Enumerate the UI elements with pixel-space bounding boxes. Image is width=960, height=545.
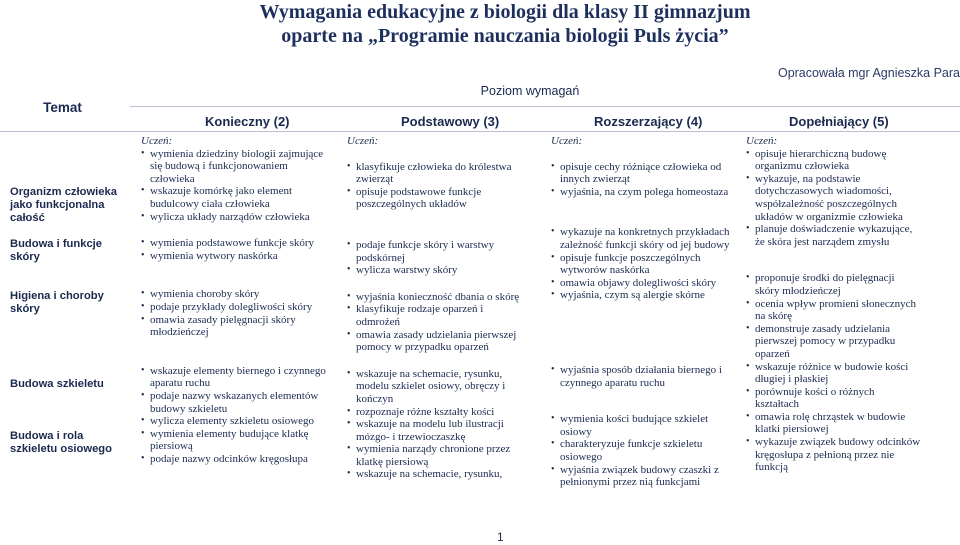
level-header-5: Dopełniający (5) — [789, 114, 889, 129]
list-item: • wskazuje różnice w budowie kości długiej i płaskiej — [746, 361, 921, 386]
list-item: • wykazuje związek budowy odcinków kręgosłupa z pełnioną przez nie funkcją — [746, 436, 921, 474]
col-rozszerzajacy — [551, 135, 731, 489]
list-item: • wymienia dziedziny biologii zajmujące się budową i funkcjonowaniem człowieka — [141, 148, 326, 186]
list-item: • ocenia wpływ promieni słonecznych na skórę — [746, 298, 921, 323]
list-item: • omawia zasady pielęgnacji skóry młodzieńczej — [141, 314, 326, 339]
list-item: • wyjaśnia sposób działania biernego i czynnego aparatu ruchu — [551, 364, 731, 389]
col-konieczny — [141, 135, 326, 465]
list-item: • opisuje podstawowe funkcje poszczególnych układów — [347, 186, 527, 211]
req-list-szkielet — [141, 365, 326, 415]
list-item: • proponuje środki do pielęgnacji skóry młodzieńczej — [746, 272, 921, 297]
req-list-skora — [347, 239, 527, 277]
list-item: • wylicza układy narządów człowieka — [141, 211, 326, 224]
topic-szkielet-osiowy: Budowa i rola szkieletu osiowego — [10, 430, 112, 455]
uczen-label: Uczeń: — [746, 135, 778, 147]
req-list-szkielet — [746, 361, 921, 411]
col-podstawowy — [347, 135, 527, 481]
document-title — [0, 0, 960, 48]
list-item: • wymienia narządy chronione przez klatkę piersiową — [347, 443, 527, 468]
req-list-higiena — [141, 288, 326, 338]
poziom-header: Poziom wymagań — [480, 84, 580, 98]
list-item: • omawia zasady udzielania pierwszej pomocy w przypadku oparzeń — [347, 329, 527, 354]
topic-skora: Budowa i funkcje skóry — [10, 238, 102, 263]
req-list-szkielet-osiowy — [551, 413, 731, 489]
req-list-szkielet-osiowy — [141, 415, 326, 465]
list-item: • wyjaśnia związek budowy czaszki z pełnionymi przez nią funkcjami — [551, 464, 731, 489]
list-item: • opisuje cechy różniące człowieka od innych zwierząt — [551, 161, 731, 186]
req-list-skora — [746, 223, 921, 248]
list-item: • klasyfikuje rodzaje oparzeń i odmrożeń — [347, 303, 527, 328]
levels-divider — [0, 131, 960, 132]
uczen-label: Uczeń: — [551, 135, 583, 147]
list-item: • wykazuje, na podstawie dotychczasowych wiadomości, współzależność poszczególnych układów w organizmie człowieka — [746, 173, 921, 223]
uczen-label: Uczeń: — [141, 135, 173, 147]
list-item: • omawia objawy dolegliwości skóry — [551, 277, 731, 290]
list-item: • wykazuje na konkretnych przykładach zależność funkcji skóry od jej budowy — [551, 226, 731, 251]
req-list-szkielet — [551, 364, 731, 389]
req-list-szkielet-osiowy — [746, 411, 921, 474]
list-item: • porównuje kości o różnych kształtach — [746, 386, 921, 411]
list-item: • charakteryzuje funkcje szkieletu osiowego — [551, 438, 731, 463]
list-item: • klasyfikuje człowieka do królestwa zwierząt — [347, 161, 527, 186]
list-item: • podaje nazwy wskazanych elementów budowy szkieletu — [141, 390, 326, 415]
list-item: • demonstruje zasady udzielania pierwszej pomocy w przypadku oparzeń — [746, 323, 921, 361]
req-list-organizm — [746, 148, 921, 224]
list-item: • wylicza warstwy skóry — [347, 264, 527, 277]
header-divider — [130, 106, 960, 107]
author-credit: Opracowała mgr Agnieszka Para — [777, 66, 960, 80]
req-list-szkielet — [347, 368, 527, 418]
list-item: • wyjaśnia, czym są alergie skórne — [551, 289, 731, 302]
req-list-organizm — [551, 161, 731, 199]
level-header-4: Rozszerzający (4) — [594, 114, 703, 129]
topic-higiena: Higiena i choroby skóry — [10, 290, 104, 315]
list-item: • wylicza elementy szkieletu osiowego — [141, 415, 326, 428]
list-item: • wskazuje na modelu lub ilustracji mózgo- i trzewioczaszkę — [347, 418, 527, 443]
list-item: • podaje funkcje skóry i warstwy podskórnej — [347, 239, 527, 264]
list-item: • planuje doświadczenie wykazujące, że skóra jest narządem zmysłu — [746, 223, 921, 248]
list-item: • wskazuje na schemacie, rysunku, modelu szkielet osiowy, obręczy i kończyn — [347, 368, 527, 406]
list-item: • wskazuje komórkę jako element budulcowy ciała człowieka — [141, 185, 326, 210]
list-item: • wymienia kości budujące szkielet osiowy — [551, 413, 731, 438]
req-list-organizm — [141, 148, 326, 224]
page-number: 1 — [497, 530, 504, 544]
list-item: • wskazuje na schemacie, rysunku, — [347, 468, 527, 481]
list-item: • opisuje funkcje poszczególnych wytworów naskórka — [551, 252, 731, 277]
list-item: • podaje przykłady dolegliwości skóry — [141, 301, 326, 314]
list-item: • rozpoznaje różne kształty kości — [347, 406, 527, 419]
list-item: • wymienia choroby skóry — [141, 288, 326, 301]
list-item: • wskazuje elementy biernego i czynnego aparatu ruchu — [141, 365, 326, 390]
uczen-label: Uczeń: — [347, 135, 379, 147]
list-item: • wymienia podstawowe funkcje skóry — [141, 237, 326, 250]
topic-organizm: Organizm człowieka jako funkcjonalna całość — [10, 186, 117, 224]
req-list-higiena — [551, 277, 731, 302]
list-item: • opisuje hierarchiczną budowę organizmu człowieka — [746, 148, 921, 173]
title-line-1: Wymagania edukacyjne z biologii dla klasy II gimnazjum — [259, 1, 751, 23]
list-item: • omawia rolę chrząstek w budowie klatki piersiowej — [746, 411, 921, 436]
temat-header: Temat — [43, 100, 82, 115]
req-list-skora — [141, 237, 326, 262]
req-list-skora — [551, 226, 731, 276]
req-list-higiena — [746, 272, 921, 360]
level-header-2: Konieczny (2) — [205, 114, 290, 129]
col-dopelniajacy — [746, 135, 921, 474]
list-item: • wyjaśnia, na czym polega homeostaza — [551, 186, 731, 199]
req-list-szkielet-osiowy — [347, 418, 527, 481]
list-item: • wymienia elementy budujące klatkę piersiową — [141, 428, 326, 453]
req-list-higiena — [347, 291, 527, 354]
req-list-organizm — [347, 161, 527, 211]
list-item: • wymienia wytwory naskórka — [141, 250, 326, 263]
level-header-3: Podstawowy (3) — [401, 114, 500, 129]
title-line-2: oparte na „Programie nauczania biologii Puls życia” — [281, 25, 729, 47]
list-item: • podaje nazwy odcinków kręgosłupa — [141, 453, 326, 466]
topic-szkielet: Budowa szkieletu — [10, 378, 104, 390]
list-item: • wyjaśnia konieczność dbania o skórę — [347, 291, 527, 304]
